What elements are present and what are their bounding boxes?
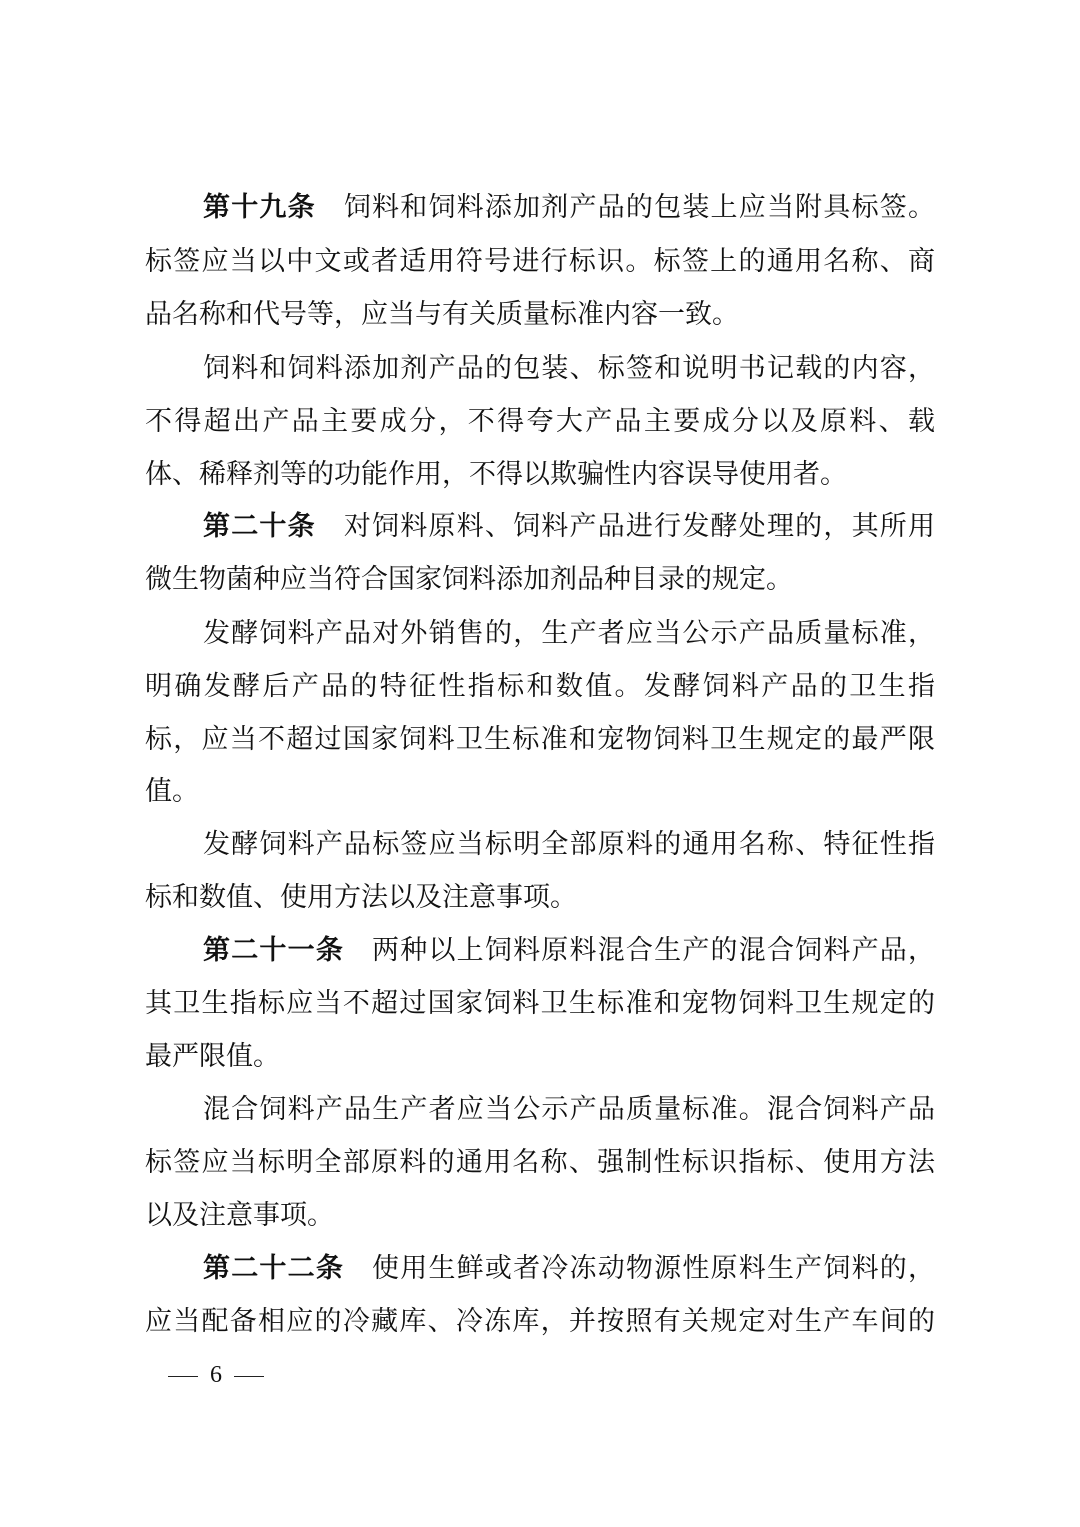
text-line: 混合饲料产品生产者应当公示产品质量标准。混合饲料产品 [203,1094,935,1125]
article-heading: 第十九条 [203,192,316,223]
text-line: 第十九条 饲料和饲料添加剂产品的包装上应当附具标签。 [203,192,936,223]
text-line: 以及注意事项。 [145,1200,334,1231]
text-line: 明确发酵后产品的特征性指标和数值。发酵饲料产品的卫生指 [145,671,935,702]
text-line: 最严限值。 [145,1041,280,1072]
text-line: 标，应当不超过国家饲料卫生标准和宠物饲料卫生规定的最严限 [145,724,935,755]
page-number: 6 [168,1355,264,1395]
text-line: 饲料和饲料添加剂产品的包装、标签和说明书记载的内容， [203,353,935,384]
text-line: 微生物菌种应当符合国家饲料添加剂品种目录的规定。 [145,564,793,595]
text-line: 第二十条 对饲料原料、饲料产品进行发酵处理的，其所用 [203,511,936,542]
text-line: 不得超出产品主要成分，不得夸大产品主要成分以及原料、载 [145,406,935,437]
article-heading: 第二十二条 [203,1253,345,1284]
article-heading: 第二十条 [203,511,316,542]
text-line: 第二十二条 使用生鲜或者冷冻动物源性原料生产饲料的， [203,1253,936,1284]
dash-right [234,1376,264,1377]
text-line: 值。 [145,776,199,807]
text-line: 应当配备相应的冷藏库、冷冻库，并按照有关规定对生产车间的 [145,1306,935,1337]
text-line: 品名称和代号等，应当与有关质量标准内容一致。 [145,299,739,330]
text-line: 标签应当以中文或者适用符号进行标识。标签上的通用名称、商 [145,246,935,277]
dash-left [168,1376,198,1377]
text-line: 标和数值、使用方法以及注意事项。 [145,882,577,913]
text-line: 发酵饲料产品对外销售的，生产者应当公示产品质量标准， [203,618,935,649]
text-line: 体、稀释剂等的功能作用，不得以欺骗性内容误导使用者。 [145,459,847,490]
article-heading: 第二十一条 [203,935,345,966]
text-line: 标签应当标明全部原料的通用名称、强制性标识指标、使用方法 [145,1147,935,1178]
text-line: 其卫生指标应当不超过国家饲料卫生标准和宠物饲料卫生规定的 [145,988,935,1019]
text-line: 第二十一条 两种以上饲料原料混合生产的混合饲料产品， [203,935,936,966]
text-line: 发酵饲料产品标签应当标明全部原料的通用名称、特征性指 [203,829,935,860]
